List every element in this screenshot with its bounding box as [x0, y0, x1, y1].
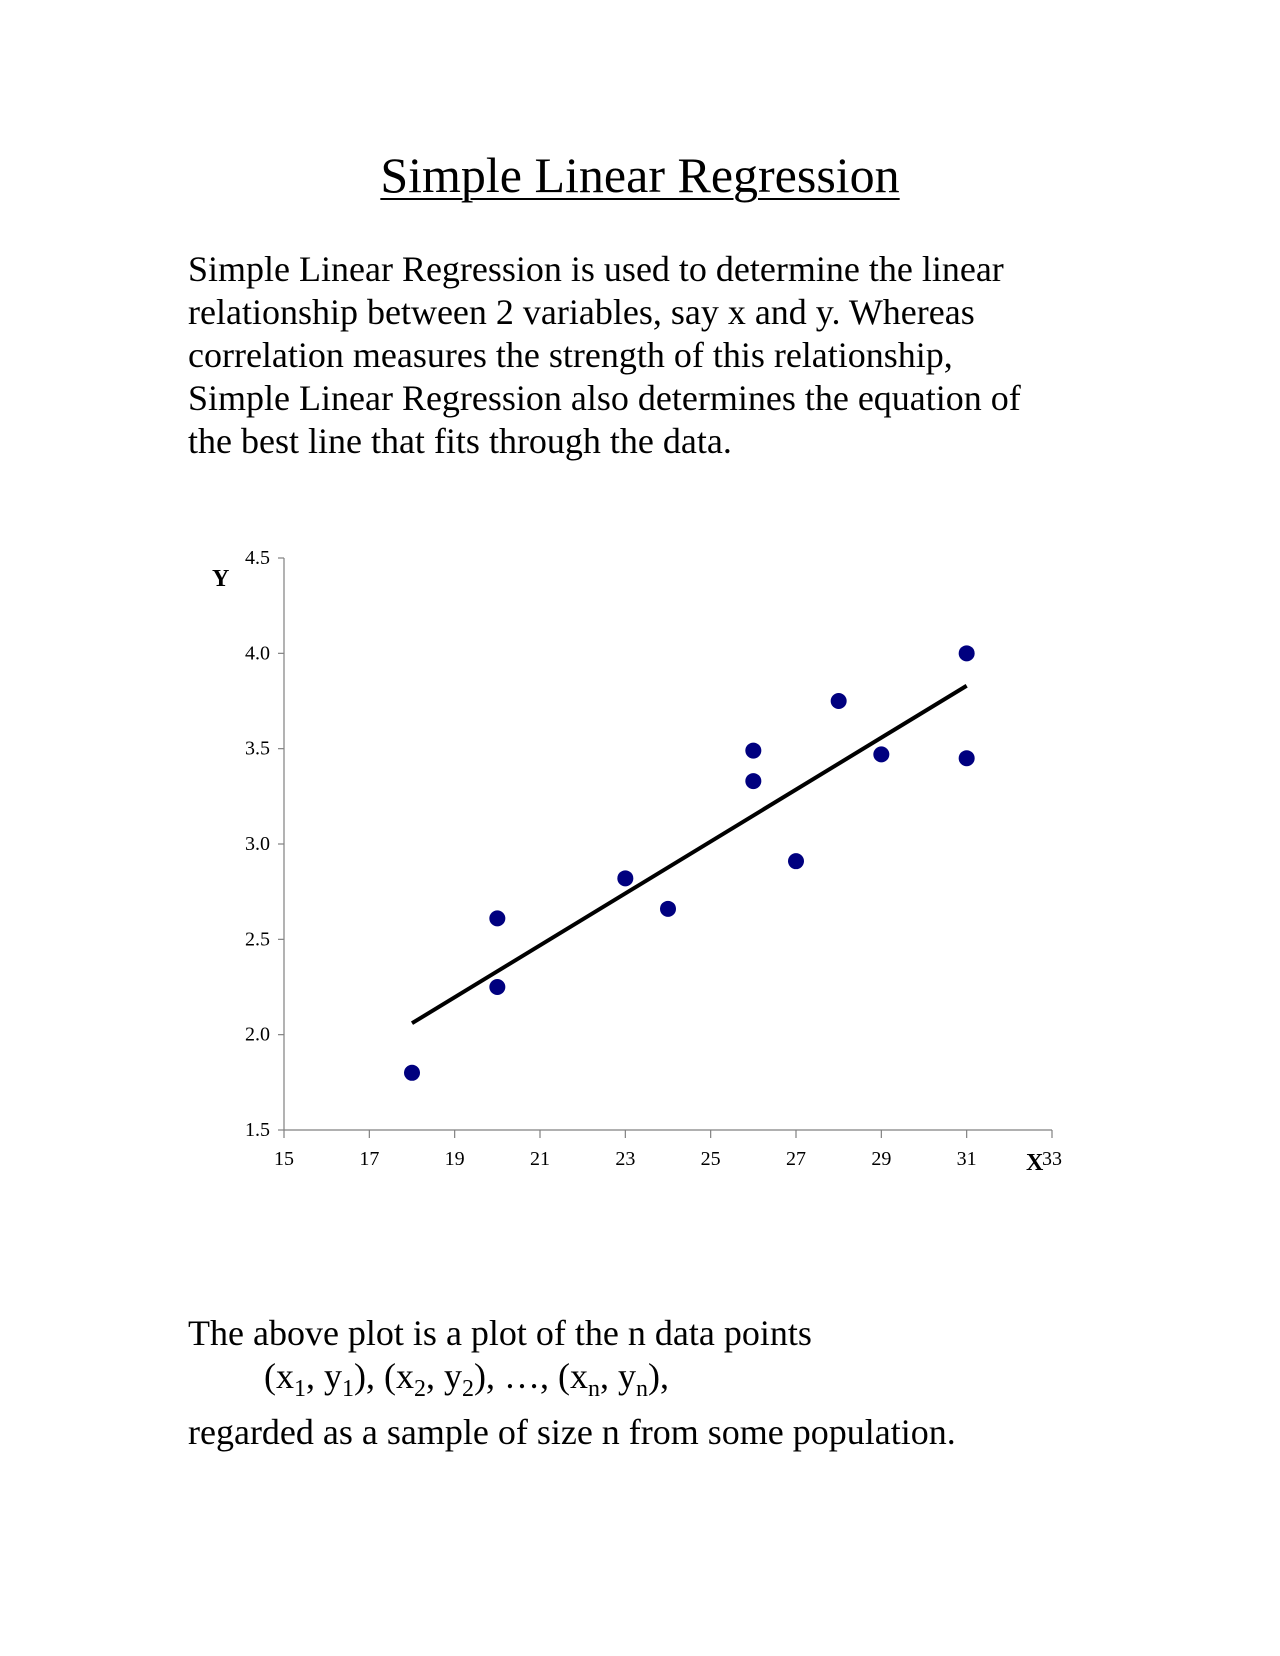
intro-line: Simple Linear Regression also determines the equation of	[188, 378, 1021, 418]
y-tick-label: 4.0	[245, 642, 270, 665]
x-tick-label: 19	[444, 1148, 465, 1170]
subscript: n	[635, 1376, 648, 1403]
x-tick-label: 33	[1042, 1148, 1062, 1170]
data-point	[489, 979, 505, 995]
chart-points	[404, 645, 975, 1080]
x-tick-label: 23	[615, 1148, 636, 1170]
y-tick-label: 3.0	[245, 833, 270, 855]
x-tick-label: 21	[530, 1148, 550, 1170]
data-point	[745, 743, 761, 759]
data-point	[959, 645, 975, 661]
x-tick-label: 25	[700, 1148, 721, 1170]
subscript: 2	[413, 1376, 426, 1403]
data-point	[788, 853, 804, 869]
data-point	[660, 901, 676, 917]
intro-line: relationship between 2 variables, say x and y. Whereas	[188, 292, 975, 332]
y-axis-title: Y	[212, 566, 230, 592]
outro-text: ),	[647, 1356, 669, 1396]
x-tick-label: 15	[274, 1148, 294, 1170]
y-tick-label: 3.5	[245, 737, 270, 760]
outro-line-1: The above plot is a plot of the n data points	[188, 1313, 812, 1353]
x-tick-label: 29	[871, 1148, 892, 1170]
scatter-chart	[0, 520, 1280, 1180]
outro-line-3: regarded as a sample of size n from some population.	[188, 1412, 956, 1453]
outro-text: (x	[264, 1356, 294, 1396]
subscript: 2	[461, 1376, 474, 1403]
chart-ticks	[245, 547, 1062, 1170]
subscript: 1	[342, 1376, 354, 1403]
data-point	[489, 910, 505, 926]
intro-line: correlation measures the strength of this relationship,	[188, 335, 953, 375]
outro-line-2	[188, 1355, 1188, 1411]
x-tick-label: 17	[359, 1148, 380, 1170]
data-point	[959, 750, 975, 766]
outro-text: , y	[306, 1356, 342, 1396]
outro-paragraph	[188, 1312, 1188, 1454]
subscript: n	[587, 1376, 600, 1403]
outro-text: ), …, (x	[473, 1356, 588, 1396]
data-point	[831, 693, 847, 709]
intro-line: Simple Linear Regression is used to determine the linear	[188, 249, 1004, 289]
x-axis-title: X	[1026, 1150, 1044, 1176]
chart-axes	[284, 558, 1052, 1130]
subscript: 1	[294, 1376, 306, 1403]
outro-text: , y	[599, 1356, 636, 1396]
y-tick-label: 1.5	[245, 1119, 270, 1141]
intro-line: the best line that fits through the data.	[188, 421, 732, 461]
data-point	[617, 870, 633, 886]
x-tick-label: 31	[956, 1148, 977, 1170]
x-tick-label: 27	[786, 1148, 806, 1170]
outro-text: , y	[425, 1356, 462, 1396]
data-point	[873, 746, 889, 762]
data-point	[745, 773, 761, 789]
data-point	[404, 1065, 420, 1081]
chart-fit-line-group	[412, 686, 967, 1023]
intro-paragraph	[188, 248, 1088, 463]
outro-text: ), (x	[354, 1356, 414, 1396]
y-tick-label: 2.5	[245, 928, 270, 951]
y-tick-label: 4.5	[245, 547, 270, 569]
y-tick-label: 2.0	[245, 1023, 270, 1046]
page-title: Simple Linear Regression	[380, 147, 900, 203]
regression-line	[412, 686, 967, 1023]
